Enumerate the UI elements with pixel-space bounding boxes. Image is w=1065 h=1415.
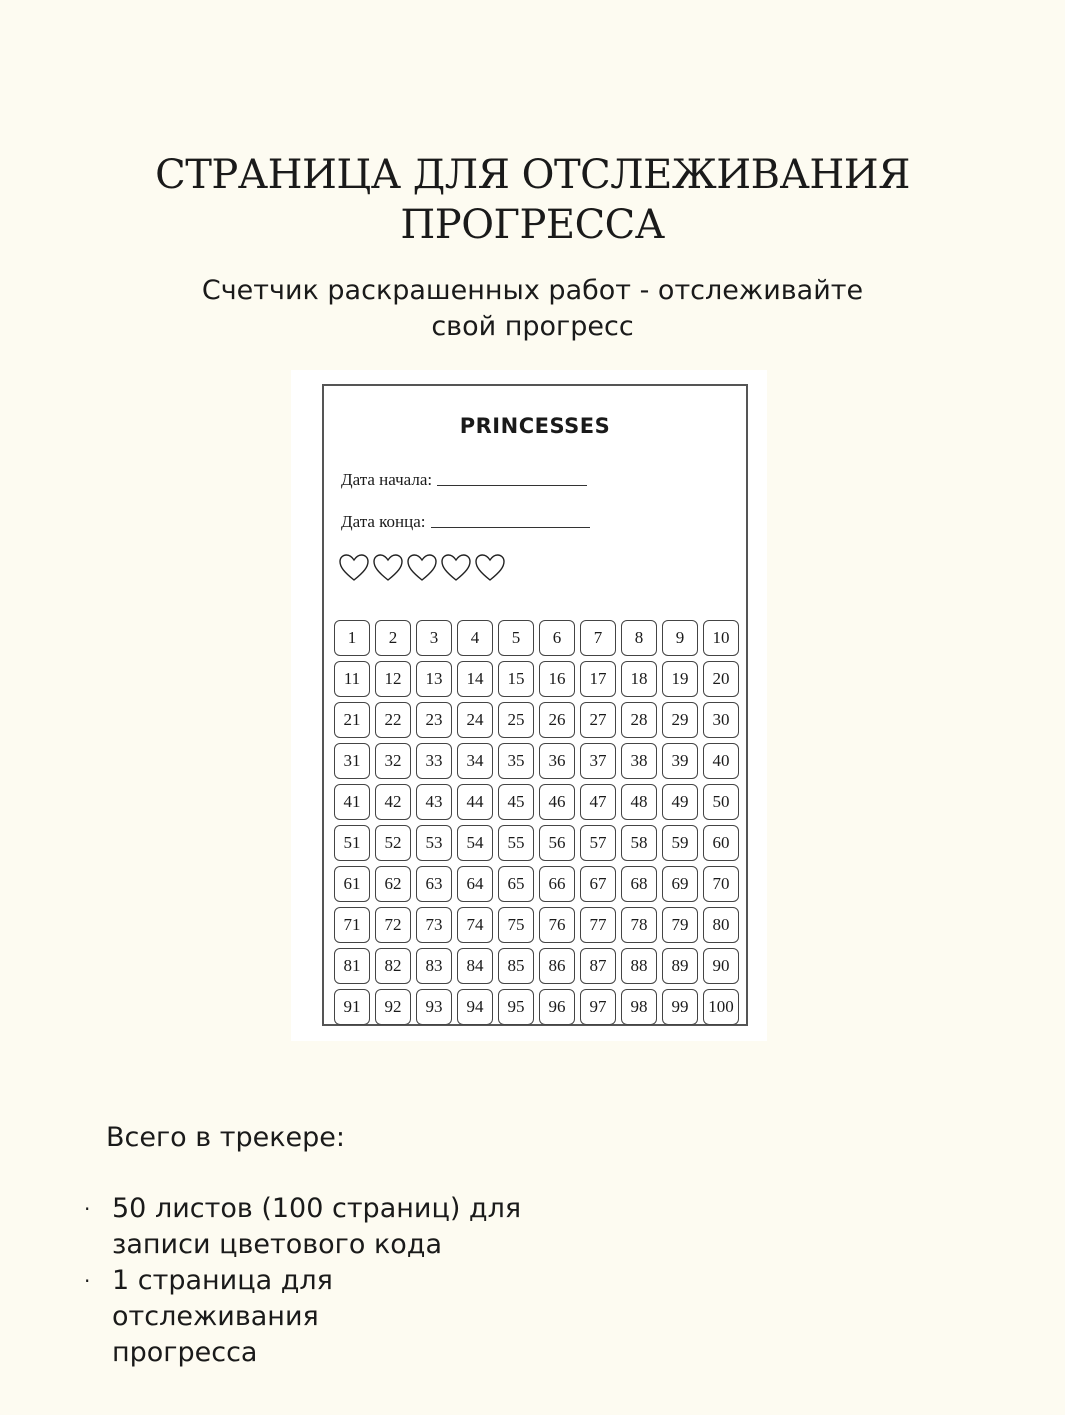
summary-item-line2: прогресса (112, 1337, 258, 1368)
number-cell[interactable]: 37 (580, 743, 616, 779)
number-cell[interactable]: 22 (375, 702, 411, 738)
number-cell[interactable]: 13 (416, 661, 452, 697)
number-cell[interactable]: 11 (334, 661, 370, 697)
number-cell[interactable]: 7 (580, 620, 616, 656)
number-cell[interactable]: 18 (621, 661, 657, 697)
number-cell[interactable]: 21 (334, 702, 370, 738)
number-cell[interactable]: 75 (498, 907, 534, 943)
number-cell[interactable]: 4 (457, 620, 493, 656)
number-cell[interactable]: 78 (621, 907, 657, 943)
start-date-row (341, 470, 587, 490)
number-cell[interactable]: 15 (498, 661, 534, 697)
summary-item-line2: записи цветового кода (112, 1229, 442, 1260)
number-cell[interactable]: 33 (416, 743, 452, 779)
bullet-icon: · (84, 1269, 91, 1293)
number-cell[interactable]: 52 (375, 825, 411, 861)
number-cell[interactable]: 62 (375, 866, 411, 902)
summary-list-item (0, 1263, 1065, 1371)
bullet-icon: · (84, 1197, 91, 1221)
number-cell[interactable]: 64 (457, 866, 493, 902)
number-cell[interactable]: 63 (416, 866, 452, 902)
number-cell[interactable]: 71 (334, 907, 370, 943)
tracker-sheet (322, 384, 748, 1026)
number-cell[interactable]: 90 (703, 948, 739, 984)
number-cell[interactable]: 53 (416, 825, 452, 861)
summary-item-line1: 1 страница для отслеживания (112, 1265, 333, 1332)
number-cell[interactable]: 93 (416, 989, 452, 1025)
summary-item-text (112, 1263, 532, 1371)
summary-item-text (112, 1191, 532, 1263)
number-cell[interactable]: 77 (580, 907, 616, 943)
number-cell[interactable]: 26 (539, 702, 575, 738)
summary-list-item (0, 1191, 1065, 1263)
number-cell[interactable]: 49 (662, 784, 698, 820)
number-cell[interactable]: 28 (621, 702, 657, 738)
number-cell[interactable]: 10 (703, 620, 739, 656)
number-cell[interactable]: 29 (662, 702, 698, 738)
summary-item-line1: 50 листов (100 страниц) для (112, 1193, 522, 1224)
number-cell[interactable]: 72 (375, 907, 411, 943)
number-cell[interactable]: 92 (375, 989, 411, 1025)
number-cell[interactable]: 86 (539, 948, 575, 984)
end-date-label: Дата конца: (341, 512, 426, 531)
end-date-row (341, 512, 590, 532)
rating-hearts (338, 552, 506, 584)
number-cell[interactable]: 48 (621, 784, 657, 820)
number-cell[interactable]: 20 (703, 661, 739, 697)
tracker-sheet-title: PRINCESSES (459, 414, 611, 438)
start-date-label: Дата начала: (341, 470, 433, 489)
number-cell[interactable]: 2 (375, 620, 411, 656)
number-cell[interactable]: 61 (334, 866, 370, 902)
number-cell[interactable]: 45 (498, 784, 534, 820)
number-cell[interactable]: 94 (457, 989, 493, 1025)
number-cell[interactable]: 83 (416, 948, 452, 984)
number-cell[interactable]: 43 (416, 784, 452, 820)
page-title-line2: ПРОГРЕССА (400, 202, 665, 248)
number-cell[interactable]: 73 (416, 907, 452, 943)
number-cell[interactable]: 82 (375, 948, 411, 984)
number-cell[interactable]: 55 (498, 825, 534, 861)
number-cell[interactable]: 35 (498, 743, 534, 779)
number-cell[interactable]: 76 (539, 907, 575, 943)
number-cell[interactable]: 38 (621, 743, 657, 779)
number-cell[interactable]: 69 (662, 866, 698, 902)
number-cell[interactable]: 3 (416, 620, 452, 656)
summary-heading: Всего в трекере: (106, 1122, 346, 1153)
number-cell[interactable]: 27 (580, 702, 616, 738)
number-cell[interactable]: 44 (457, 784, 493, 820)
number-cell[interactable]: 42 (375, 784, 411, 820)
number-cell[interactable]: 100 (703, 989, 739, 1025)
number-cell[interactable]: 96 (539, 989, 575, 1025)
number-cell[interactable]: 17 (580, 661, 616, 697)
number-grid (334, 620, 739, 1025)
number-cell[interactable]: 14 (457, 661, 493, 697)
number-cell[interactable]: 87 (580, 948, 616, 984)
number-cell[interactable]: 16 (539, 661, 575, 697)
number-cell[interactable]: 9 (662, 620, 698, 656)
number-cell[interactable]: 79 (662, 907, 698, 943)
number-cell[interactable]: 40 (703, 743, 739, 779)
number-cell[interactable]: 68 (621, 866, 657, 902)
number-cell[interactable]: 98 (621, 989, 657, 1025)
number-cell[interactable]: 70 (703, 866, 739, 902)
number-cell[interactable]: 59 (662, 825, 698, 861)
heart-icon[interactable] (338, 552, 370, 584)
number-cell[interactable]: 19 (662, 661, 698, 697)
number-cell[interactable]: 6 (539, 620, 575, 656)
number-cell[interactable]: 1 (334, 620, 370, 656)
number-cell[interactable]: 81 (334, 948, 370, 984)
page-title-line1: СТРАНИЦА ДЛЯ ОТСЛЕЖИВАНИЯ (155, 152, 910, 198)
number-cell[interactable]: 89 (662, 948, 698, 984)
page-subtitle (0, 273, 1065, 345)
summary-list (0, 1191, 1065, 1371)
number-cell[interactable]: 31 (334, 743, 370, 779)
number-cell[interactable]: 34 (457, 743, 493, 779)
number-cell[interactable]: 66 (539, 866, 575, 902)
number-cell[interactable]: 39 (662, 743, 698, 779)
number-cell[interactable]: 54 (457, 825, 493, 861)
number-cell[interactable]: 91 (334, 989, 370, 1025)
number-cell[interactable]: 8 (621, 620, 657, 656)
heart-icon[interactable] (474, 552, 506, 584)
number-cell[interactable]: 80 (703, 907, 739, 943)
number-cell[interactable]: 46 (539, 784, 575, 820)
end-date-line (431, 526, 590, 528)
heart-icon[interactable] (372, 552, 404, 584)
heart-icon[interactable] (440, 552, 472, 584)
page-subtitle-line2: свой прогресс (431, 311, 634, 342)
number-cell[interactable]: 36 (539, 743, 575, 779)
number-cell[interactable]: 25 (498, 702, 534, 738)
number-cell[interactable]: 84 (457, 948, 493, 984)
page-title (0, 150, 1065, 250)
number-cell[interactable]: 51 (334, 825, 370, 861)
number-cell[interactable]: 74 (457, 907, 493, 943)
number-cell[interactable]: 23 (416, 702, 452, 738)
number-cell[interactable]: 56 (539, 825, 575, 861)
number-cell[interactable]: 95 (498, 989, 534, 1025)
number-cell[interactable]: 67 (580, 866, 616, 902)
number-cell[interactable]: 24 (457, 702, 493, 738)
start-date-line (437, 484, 587, 486)
number-cell[interactable]: 97 (580, 989, 616, 1025)
number-cell[interactable]: 30 (703, 702, 739, 738)
number-cell[interactable]: 47 (580, 784, 616, 820)
number-cell[interactable]: 57 (580, 825, 616, 861)
number-cell[interactable]: 41 (334, 784, 370, 820)
number-cell[interactable]: 12 (375, 661, 411, 697)
page-subtitle-line1: Счетчик раскрашенных работ - отслеживайте (201, 275, 864, 306)
number-cell[interactable]: 50 (703, 784, 739, 820)
number-cell[interactable]: 65 (498, 866, 534, 902)
heart-icon[interactable] (406, 552, 438, 584)
number-cell[interactable]: 58 (621, 825, 657, 861)
number-cell[interactable]: 85 (498, 948, 534, 984)
number-cell[interactable]: 5 (498, 620, 534, 656)
number-cell[interactable]: 99 (662, 989, 698, 1025)
number-cell[interactable]: 88 (621, 948, 657, 984)
number-cell[interactable]: 60 (703, 825, 739, 861)
number-cell[interactable]: 32 (375, 743, 411, 779)
